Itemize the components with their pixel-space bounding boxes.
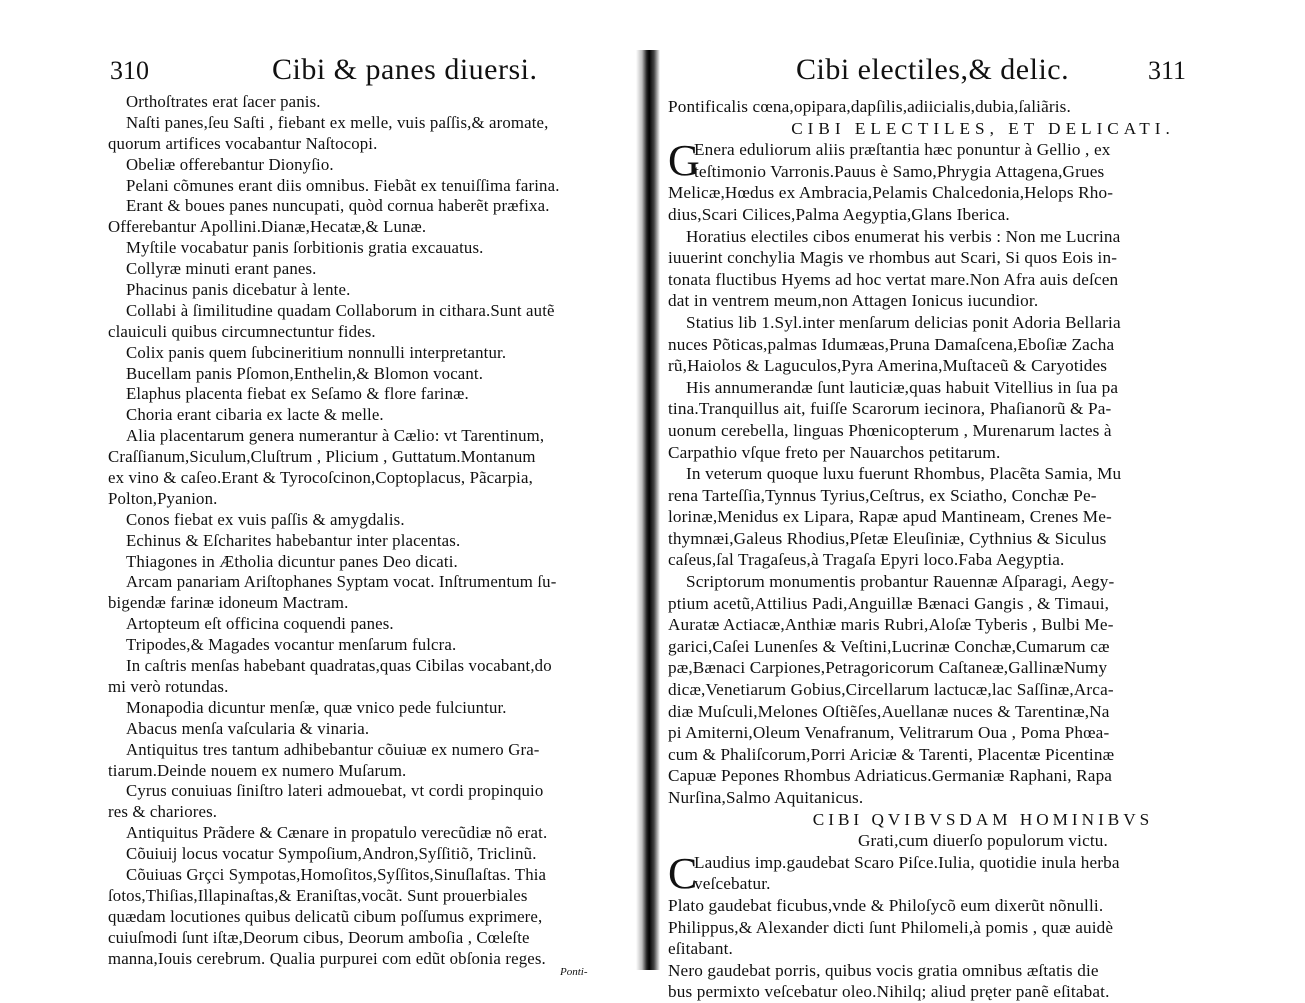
text-line: Cyrus conuiuas ſiniſtro lateri admouebat, vt cordi propinquio <box>126 781 544 801</box>
text-line: Thiagones in Ætholia dicuntur panes Deo dicati. <box>126 551 458 571</box>
text-line: dius,Scari Cilices,Palma Aegyptia,Glans Iberica. <box>668 204 1010 224</box>
text-line: pæ,Bænaci Carpiones,Petragoricorum Caſtaneæ,GallinæNumy <box>668 658 1108 678</box>
right-page <box>658 0 1305 1000</box>
section-heading: CIBI QVIBVSDAM HOMINIBVS <box>812 809 1154 829</box>
text-line: In veterum quoque luxu fuerunt Rhombus, Placẽta Samia, Mu <box>686 464 1122 484</box>
text-line: Choria erant cibaria ex lacte & melle. <box>126 405 384 425</box>
text-column <box>668 96 1298 1003</box>
initial-letter: C <box>668 848 698 898</box>
text-line: lorinæ,Menidus ex Lipara, Rapæ apud Mantineam, Crenes Me- <box>668 507 1112 527</box>
text-line: tina.Tranquillus ait, fuiſſe Scarorum iecinora, Phaſianorũ & Pa- <box>668 399 1112 419</box>
text-line: G Enera eduliorum aliis præſtantia hæc ponuntur à Gellio , ex <box>668 136 1111 186</box>
text-line: iuuerint conchylia Magis ve rhombus aut Scari, Si quos Eois in- <box>668 248 1118 268</box>
catchword: Ponti- <box>560 966 588 978</box>
text-line: In caſtris menſas habebant quadratas,quas Cibilas vocabant,do <box>126 656 552 676</box>
text-line: ſotos,Thiſias,Illapinaſtas,& Eraniſtas,vocãt. Sunt prouerbiales <box>108 885 528 905</box>
text-line: Obeliæ offerebantur Dionyſio. <box>126 154 334 174</box>
section-subheading: Grati,cum diuerſo populorum victu. <box>858 831 1108 851</box>
text-line: nuces Põticas,palmas Idumæas,Pruna Damaſcena,Eboſiæ Zacha <box>668 334 1115 354</box>
text-line: Bucellam panis Pſomon,Enthelin,& Blomon vocant. <box>126 363 484 383</box>
text-line: Abacus menſa vaſcularia & vinaria. <box>126 718 370 738</box>
text-line: Orthoſtrates erat ſacer panis. <box>126 92 321 111</box>
page-number: 310 <box>110 56 149 85</box>
text-line: Antiquitus tres tantum adhibebantur cõuiuæ ex numero Gra- <box>126 739 540 759</box>
text-line: garici,Caſei Lunenſes & Veſtini,Lucrinæ Conchæ,Cumarum cæ <box>668 636 1110 656</box>
text-column <box>108 92 628 969</box>
section-heading: CIBI ELECTILES, ET DELICATI. <box>791 118 1175 138</box>
text-line: ptium acetũ,Attilius Padi,Anguillæ Bænaci Gangis , & Timaui, <box>668 593 1110 613</box>
text-line: Philippus,& Alexander dicti ſunt Philomeli,à pomis , quæ auidè <box>668 917 1114 937</box>
text-line: Nero gaudebat porris, quibus vocis gratia omnibus æſtatis die <box>668 960 1099 980</box>
text-line: uonum cerebella, linguas Phœnicopterum , Murenarum lactes à <box>668 420 1112 440</box>
text-line: dat in ventrem meum,non Attagen Ionicus iucundior. <box>668 291 1039 311</box>
text-line: eſitabant. <box>668 939 733 959</box>
text-line: Alia placentarum genera numerantur à Cælio: vt Tarentinum, <box>126 426 545 446</box>
text-line: diæ Muſculi,Melones Oſtiẽſes,Auellanæ nuces & Tarentinæ,Na <box>668 701 1110 721</box>
text-line: bus permixto veſcebatur oleo.Nihilq; aliud pręter panẽ eſitabat. <box>668 982 1110 1002</box>
text-line: clauiculi quibus circumnectuntur fides. <box>108 321 376 341</box>
left-page <box>0 0 640 1000</box>
text-line: His annumerandæ ſunt lauticiæ,quas habuit Vitellius in ſua pa <box>686 377 1119 397</box>
text-line: Nurſina,Salmo Aquitanicus. <box>668 788 864 807</box>
text-line: Pontificalis cœna,opipara,dapſilis,adiicialis,dubia,ſaliãris. <box>668 97 1071 116</box>
text-line: Myſtile vocabatur panis ſorbitionis gratia excauatus. <box>126 238 484 258</box>
text-line: caſeus,ſal Tragaſeus,à Tragaſa Epyri loco.Faba Aegyptia. <box>668 550 1065 570</box>
text-line: Craſſianum,Siculum,Cluſtrum , Plicium , Guttatum.Montanum <box>108 447 536 467</box>
text-line: thymnæi,Galeus Rhodius,Pſetæ Eleuſiniæ, Cythnius & Siculus <box>668 528 1107 548</box>
text-line: manna,Iouis cerebrum. Qualia purpurei com edũt obſonia reges. <box>108 948 546 968</box>
text-line: Naſti panes,ſeu Saſti , fiebant ex melle, vuis paſſis,& aromate, <box>126 112 549 132</box>
text-line: Arcam panariam Ariſtophanes Syptam vocat. Inſtrumentum ſu- <box>126 572 557 592</box>
text-line: Elaphus placenta fiebat ex Seſamo & flore farinæ. <box>126 384 469 404</box>
text-line: Collyræ minuti erant panes. <box>126 259 317 279</box>
text-line: mi verò rotundas. <box>108 676 229 696</box>
text-line: Melicæ,Hœdus ex Ambracia,Pelamis Chalcedonia,Helops Rho- <box>668 183 1114 203</box>
text-line: Erant & boues panes nuncupati, quòd cornua haberẽt præfixa. <box>126 196 550 216</box>
text-line: dicæ,Venetiarum Gobius,Circellarum lactucæ,lac Saſſinæ,Arca- <box>668 680 1114 700</box>
text-line: Plato gaudebat ficubus,vnde & Philoſycõ eum dixerũt nõnulli. <box>668 895 1104 915</box>
text-line: Collabi à ſimilitudine quadam Collaborum in cithara.Sunt autẽ <box>126 300 555 320</box>
text-line: pi Amiterni,Oleum Venafranum, Velitrarum Oua , Poma Phœa- <box>668 723 1110 743</box>
text-line: Monapodia dicuntur menſæ, quæ vnico pede fulciuntur. <box>126 697 507 717</box>
text-line: Horatius electiles cibos enumerat his verbis : Non me Lucrina <box>686 226 1121 246</box>
text-line: tiarum.Deinde nouem ex numero Muſarum. <box>108 760 407 780</box>
text-line: Echinus & Eſcharites habebantur inter placentas. <box>126 530 461 550</box>
text-line: Statius lib 1.Syl.inter menſarum delicias ponit Adoria Bellaria <box>686 312 1121 332</box>
text-line: tonata fluctibus Hyems ad hoc vertat mare.Non Afra auis deſcen <box>668 269 1119 289</box>
text-line: Carpathio vſque freto per Nauarchos petitarum. <box>668 442 1001 462</box>
text-line: rena Tarteſſia,Tynnus Tyrius,Ceſtrus, ex Sciatho, Conchæ Pe- <box>668 485 1097 505</box>
text-line: C Laudius imp.gaudebat Scaro Piſce.Iulia, quotidie inula herba <box>668 848 1120 898</box>
text-line: bigendæ farinæ idoneum Mactram. <box>108 593 349 613</box>
text-line: Capuæ Pepones Rhombus Adriaticus.Germaniæ Raphani, Rapa <box>668 766 1113 786</box>
text-line: Conos fiebat ex vuis paſſis & amygdalis. <box>126 509 405 529</box>
text-line: rũ,Haiolos & Laguculos,Pyra Amerina,Muſtaceũ & Caryotides <box>668 356 1108 376</box>
text-line: res & chariores. <box>108 802 218 822</box>
running-head: Cibi & panes diuersi. <box>272 53 538 86</box>
text-line: Polton,Pyanion. <box>108 488 218 508</box>
text-line: veſcebatur. <box>694 874 771 894</box>
text-line: cum & Phaliſcorum,Porri Ariciæ & Tarenti, Placentæ Picentinæ <box>668 744 1115 764</box>
text-line: quædam locutiones quibus delicatũ cibum poſſumus exprimere, <box>108 906 543 926</box>
text-line: Offerebantur Apollini.Dianæ,Hecatæ,& Lunæ. <box>108 217 427 237</box>
text-line: Artopteum eſt officina coquendi panes. <box>126 614 394 634</box>
text-line: cuiuſmodi ſunt iſtæ,Deorum cibus, Deorum amboſia , Cœleſte <box>108 927 530 947</box>
text-line: Antiquitus Prãdere & Cænare in propatulo verecũdiæ nõ erat. <box>126 823 548 843</box>
initial-letter: G <box>668 136 700 186</box>
text-line: Phacinus panis dicebatur à lente. <box>126 280 351 300</box>
text-line: ex vino & caſeo.Erant & Tyrocoſcinon,Coptoplacus, Pãcarpia, <box>108 468 533 488</box>
page-number: 311 <box>1148 56 1187 85</box>
text-line: Auratæ Actiacæ,Anthiæ maris Rubri,Aloſæ Tyberis , Bulbi Me- <box>668 615 1114 635</box>
text-line: teſtimonio Varronis.Pauus è Samo,Phrygia Attagena,Grues <box>694 161 1105 181</box>
text-line: Pelani cõmunes erant diis omnibus. Fiebãt ex tenuiſſima farina. <box>126 175 560 195</box>
text-line: Scriptorum monumentis probantur Rauennæ Aſparagi, Aegy- <box>686 572 1115 592</box>
text-line: Cõuiuas Grçci Sympotas,Homoſitos,Syſſitos,Sinuſlaſtas. Thia <box>126 864 547 884</box>
text-line: Colix panis quem ſubcineritium nonnulli interpretantur. <box>126 342 507 362</box>
text-line: quorum artifices vocabantur Naſtocopi. <box>108 133 378 153</box>
text-line: Tripodes,& Magades vocantur menſarum fulcra. <box>126 635 457 655</box>
running-head: Cibi electiles,& delic. <box>796 53 1070 86</box>
text-line: Cõuiuij locus vocatur Sympoſium,Andron,Syſſitiõ, Triclinũ. <box>126 844 537 864</box>
